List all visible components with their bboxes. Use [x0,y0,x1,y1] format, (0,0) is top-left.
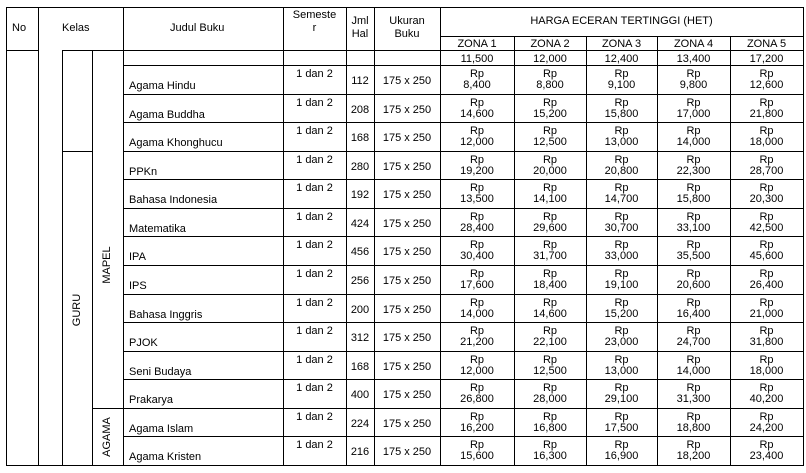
price-currency: Rp [759,153,774,166]
header-jml-hal-line2: Hal [351,28,369,40]
price-value: 12,600 [749,79,784,91]
price-value: 23,000 [604,336,639,349]
price-currency: Rp [469,267,485,280]
row-divider [123,122,804,123]
price-currency: Rp [469,210,485,223]
price-value: 19,100 [604,278,639,291]
price-currency: Rp [686,325,701,338]
price-currency: Rp [469,410,485,423]
pages-cell: 424 [350,217,370,230]
price-currency: Rp [686,182,701,195]
price-value: 15,200 [533,107,567,120]
price-currency: Rp [614,96,629,109]
price-currency: Rp [614,68,629,80]
price-currency: Rp [759,353,774,366]
book-title: IPA [129,251,146,264]
price-value: 12,500 [533,136,567,149]
price-value: 28,000 [533,393,567,406]
header-zona: ZONA 5 [746,38,787,50]
price-value: 26,400 [749,278,784,291]
price-value: 21,200 [460,336,494,349]
price-currency: Rp [469,68,485,80]
size-cell: 175 x 250 [382,75,432,87]
price-currency: Rp [469,153,485,166]
semester-cell: 1 dan 2 [296,353,333,366]
size-cell: 175 x 250 [382,360,432,373]
price-currency: Rp [686,239,701,252]
book-title: Agama Buddha [129,108,205,121]
semester-cell: 1 dan 2 [296,382,333,395]
row-divider [123,351,804,352]
price-value: 9,800 [679,79,708,91]
pages-cell: 168 [350,132,370,145]
price-value: 19,200 [460,164,494,177]
header-ukuran-buku-line2: Buku [394,28,420,40]
price-currency: Rp [614,325,629,338]
header-zona: ZONA 1 [457,38,497,50]
price-currency: Rp [542,239,558,252]
price-value: 21,800 [749,107,784,120]
price-value: 33,000 [604,250,639,263]
price-value: 16,800 [533,421,567,434]
size-cell: 175 x 250 [382,132,432,145]
header-ukuran-buku: Ukuran [389,15,425,27]
header-no: No [12,22,27,34]
price-value: 16,400 [676,307,711,320]
semester-cell: 1 dan 2 [296,267,333,280]
price-value: 22,100 [533,336,567,349]
price-currency: Rp [542,153,558,166]
price-value: 24,700 [676,336,711,349]
price-value: 30,700 [604,221,639,234]
price-currency: Rp [469,353,485,366]
price-currency: Rp [542,210,558,223]
book-title: Seni Budaya [129,365,192,378]
row-divider [123,151,804,152]
price-value: 22,300 [676,164,711,177]
header-judul: Judul Buku [170,22,225,34]
price-currency: Rp [614,267,629,280]
row-divider [123,208,804,209]
size-cell: 175 x 250 [382,389,432,402]
price-value: 31,300 [676,393,711,406]
book-title: PJOK [129,337,158,350]
size-cell: 175 x 250 [382,446,432,459]
book-title: PPKn [129,165,158,178]
size-cell: 175 x 250 [382,332,432,345]
pages-cell: 400 [350,389,370,402]
pages-cell: 456 [350,246,370,259]
price-currency: Rp [686,125,701,138]
price-value: 13,000 [604,364,639,377]
header-jml-hal: Jml [351,15,369,27]
price-value: 28,700 [749,164,784,177]
semester-cell: 1 dan 2 [296,153,333,166]
semester-cell: 1 dan 2 [296,439,333,452]
price-value: 18,800 [676,421,711,434]
price-value: 18,400 [533,278,567,291]
price-currency: Rp [542,439,558,452]
pages-cell: 280 [350,160,370,173]
row-divider [123,294,804,295]
price-value: 15,600 [460,450,494,463]
semester-cell: 1 dan 2 [296,239,333,252]
price-currency: Rp [686,210,701,223]
semester-cell: 1 dan 2 [296,296,333,309]
price-value: 8,400 [463,79,491,91]
price-value: 15,800 [676,193,711,206]
header-zona: ZONA 3 [601,38,642,50]
price-value: 23,400 [749,450,784,463]
price-currency: Rp [469,239,485,252]
price-value: 12,500 [533,364,567,377]
book-title: Agama Kristen [129,451,202,464]
price-value: 20,000 [533,164,567,177]
zona-divider [440,50,804,51]
price-value: 20,600 [676,278,711,291]
price-currency: Rp [686,153,701,166]
price-value: 33,100 [676,221,711,234]
book-title: Prakarya [129,394,174,407]
price-currency: Rp [614,125,629,138]
pages-cell: 192 [350,189,370,202]
size-cell: 175 x 250 [382,246,432,259]
price-currency: Rp [759,325,774,338]
price-value: 24,200 [749,421,784,434]
row-divider [123,65,804,66]
size-cell: 175 x 250 [382,217,432,230]
price-value: 20,300 [749,193,784,206]
price-value: 26,800 [460,393,494,406]
price-currency: Rp [686,382,701,395]
price-value: 12,000 [460,364,494,377]
price-currency: Rp [542,68,558,80]
price-currency: Rp [759,296,774,309]
price-value: 14,600 [533,307,567,320]
price-currency: Rp [759,239,774,252]
price-value: 42,500 [749,221,784,234]
price-currency: Rp [542,182,558,195]
price-value: 12,000 [460,136,494,149]
price-currency: Rp [542,267,558,280]
top-price: 17,200 [749,53,784,65]
price-currency: Rp [759,182,774,195]
header-bottom-line [283,50,441,51]
price-currency: Rp [759,125,774,138]
pages-cell: 200 [350,303,370,316]
price-value: 14,600 [460,107,494,120]
price-currency: Rp [542,296,558,309]
top-price: 12,400 [604,53,639,65]
price-value: 9,100 [607,79,636,91]
price-currency: Rp [614,353,629,366]
book-title: IPS [129,279,147,292]
price-value: 15,800 [604,107,639,120]
table-border-left [6,7,7,466]
price-value: 13,500 [460,193,494,206]
price-currency: Rp [686,68,701,80]
price-value: 18,000 [749,364,784,377]
price-value: 16,300 [533,450,567,463]
row-divider [123,436,804,437]
price-currency: Rp [759,96,774,109]
price-value: 18,200 [676,450,711,463]
pages-cell: 216 [350,446,370,459]
size-cell: 175 x 250 [382,303,432,316]
price-currency: Rp [686,353,701,366]
kelas-subcolumn-divider [92,50,93,466]
price-currency: Rp [614,439,629,452]
price-currency: Rp [759,410,774,423]
group-label-mapel: MAPEL [101,246,113,284]
price-value: 8,800 [536,79,564,91]
price-currency: Rp [614,239,629,252]
price-value: 20,800 [604,164,639,177]
header-semester: Semeste [292,9,337,21]
pages-cell: 112 [351,75,369,87]
row-divider [123,379,804,380]
price-currency: Rp [614,182,629,195]
size-cell: 175 x 250 [382,160,432,173]
price-value: 45,600 [749,250,784,263]
price-currency: Rp [469,125,485,138]
pages-cell: 256 [350,274,370,287]
row-divider [123,236,804,237]
price-currency: Rp [614,410,629,423]
top-price: 12,000 [533,53,567,65]
price-value: 16,200 [460,421,494,434]
price-currency: Rp [686,267,701,280]
price-currency: Rp [686,410,701,423]
semester-cell: 1 dan 2 [296,125,333,138]
price-currency: Rp [542,410,558,423]
price-value: 14,700 [604,193,639,206]
price-currency: Rp [469,182,485,195]
price-currency: Rp [469,325,485,338]
kelas-subcolumn-divider [62,50,63,466]
book-title: Bahasa Indonesia [129,194,218,207]
price-currency: Rp [614,382,629,395]
price-value: 14,100 [533,193,567,206]
semester-cell: 1 dan 2 [296,410,333,423]
column-divider [38,7,39,466]
price-currency: Rp [686,296,701,309]
price-value: 28,400 [460,221,494,234]
price-currency: Rp [686,96,701,109]
semester-cell: 1 dan 2 [296,96,333,109]
price-currency: Rp [469,296,485,309]
price-value: 15,200 [604,307,639,320]
price-currency: Rp [759,267,774,280]
size-cell: 175 x 250 [382,274,432,287]
price-currency: Rp [759,439,774,452]
header-zona: ZONA 2 [530,38,570,50]
price-value: 14,000 [676,136,711,149]
price-currency: Rp [542,382,558,395]
price-currency: Rp [759,210,774,223]
header-bottom-line [123,50,284,51]
het-divider [440,36,804,37]
header-bottom-line [6,50,39,51]
price-currency: Rp [542,96,558,109]
price-currency: Rp [759,68,774,80]
price-value: 14,000 [460,307,494,320]
header-zona: ZONA 4 [673,38,714,50]
price-value: 17,000 [676,107,711,120]
table-border-bottom [6,465,804,466]
book-title: Agama Islam [129,422,194,435]
price-value: 18,000 [749,136,784,149]
pages-cell: 168 [350,360,370,373]
price-value: 30,400 [460,250,494,263]
kelas-group-divider [62,151,93,152]
price-value: 16,900 [604,450,639,463]
table-border-top [6,7,804,8]
price-value: 40,200 [749,393,784,406]
price-value: 13,000 [604,136,639,149]
header-semester-line2: r [312,22,317,34]
price-currency: Rp [542,353,558,366]
top-price: 11,500 [460,53,494,65]
price-currency: Rp [614,153,629,166]
book-title: Agama Hindu [129,80,196,92]
price-value: 14,000 [676,364,711,377]
price-value: 31,800 [749,336,784,349]
size-cell: 175 x 250 [382,103,432,116]
row-divider [123,94,804,95]
group-label-guru: GURU [71,293,83,327]
price-value: 29,600 [533,221,567,234]
book-title: Matematika [129,222,186,235]
group-label-agama: AGAMA [101,417,113,457]
price-value: 31,700 [533,250,567,263]
semester-cell: 1 dan 2 [296,68,333,80]
size-cell: 175 x 250 [382,189,432,202]
price-currency: Rp [614,296,629,309]
semester-cell: 1 dan 2 [296,210,333,223]
pages-cell: 312 [350,332,370,345]
pages-cell: 208 [350,103,370,116]
price-value: 17,600 [460,278,494,291]
price-value: 35,500 [676,250,711,263]
price-currency: Rp [686,439,701,452]
price-currency: Rp [614,210,629,223]
row-divider [123,322,804,323]
price-currency: Rp [542,125,558,138]
size-cell: 175 x 250 [382,417,432,430]
price-currency: Rp [469,382,485,395]
row-divider [123,179,804,180]
semester-cell: 1 dan 2 [296,182,333,195]
price-currency: Rp [469,439,485,452]
semester-cell: 1 dan 2 [296,325,333,338]
top-price: 13,400 [676,53,711,65]
price-value: 17,500 [604,421,639,434]
price-currency: Rp [759,382,774,395]
price-value: 29,100 [604,393,639,406]
row-divider [123,408,804,409]
row-divider [123,265,804,266]
header-het: HARGA ECERAN TERTINGGI (HET) [530,15,713,27]
price-currency: Rp [469,96,485,109]
pages-cell: 224 [350,417,370,430]
book-title: Agama Khonghucu [129,137,223,150]
book-title: Bahasa Inggris [129,308,203,321]
price-value: 21,000 [749,307,784,320]
header-kelas: Kelas [62,22,90,34]
price-currency: Rp [542,325,558,338]
